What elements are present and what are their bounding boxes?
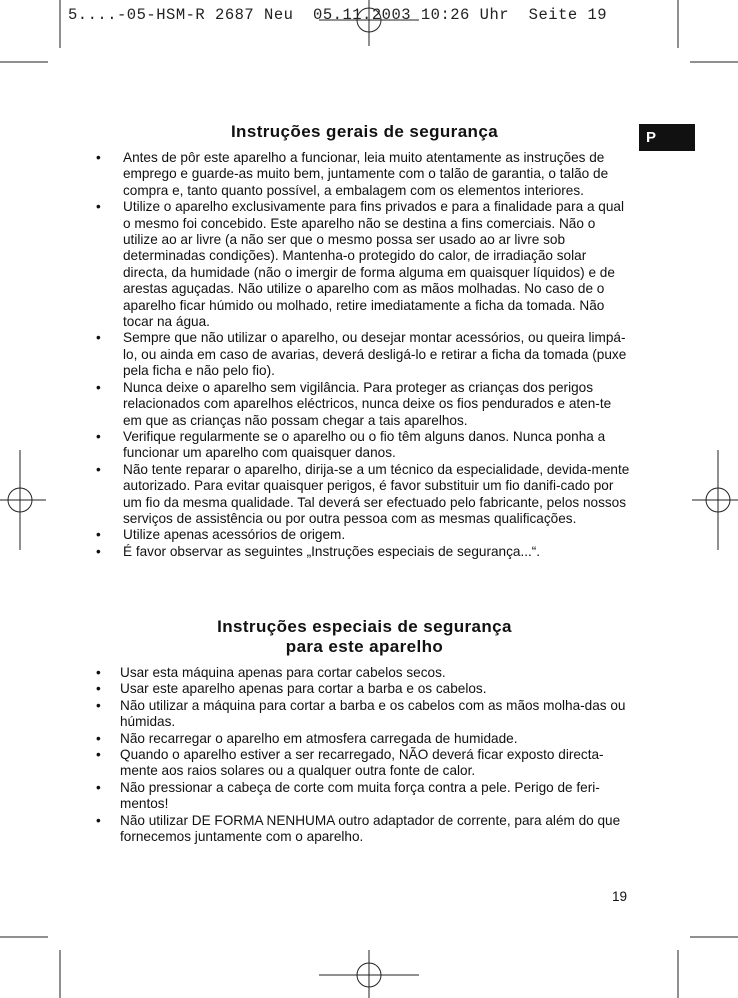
- section-special-safety-title-line1: Instruções especiais de segurança: [217, 617, 512, 636]
- list-item: [92, 665, 632, 681]
- list-item: [92, 681, 632, 697]
- list-item: [92, 780, 632, 813]
- list-item: [92, 813, 632, 846]
- bullet-icon: •: [96, 812, 101, 828]
- bullet-icon: •: [96, 730, 101, 746]
- list-item-text: Utilize apenas acessórios de origem.: [123, 527, 346, 543]
- bullet-icon: •: [96, 697, 101, 713]
- list-item: [92, 747, 632, 780]
- bullet-icon: •: [96, 681, 101, 697]
- list-item: [92, 544, 632, 560]
- list-item-text: Não pressionar a cabeça de corte com muita força contra a pele. Perigo de feri-mentos!: [120, 779, 600, 812]
- list-item-text: Antes de pôr este aparelho a funcionar, leia muito atentamente as instruções de emprego e guarde-as muito bem, juntamente com o talão de garantia, o talão de compra e, tanto quanto possível, a embalagem com os elementos interiores.: [123, 150, 609, 198]
- list-item: [92, 462, 632, 528]
- registration-mark-right: [692, 450, 738, 550]
- list-item-text: Quando o aparelho estiver a ser recarregado, NÃO deverá ficar exposto directa-mente aos raios solares ou a qualquer outra fonte de calor.: [120, 747, 604, 779]
- list-item-text: Sempre que não utilizar o aparelho, ou desejar montar acessórios, ou queira limpá-lo, ou ainda em caso de avarias, deverá desligá-lo e retirar a ficha da tomada (puxe pela ficha e não pelo fio).: [123, 330, 627, 379]
- list-item: [92, 698, 632, 731]
- list-item: [92, 199, 632, 330]
- list-item-text: Não tente reparar o aparelho, dirija-se a um técnico da especialidade, devida-mente autorizado. Para evitar quaisquer perigos, é favor substituir um fio danifi-cado por um fio da mesma qualidade. Tal deverá ser efectuado pelo fabricante, pelos nossos serviços de assistência ou por outra pessoa com as mesmas qualificações.: [123, 461, 630, 526]
- list-item-text: Não recarregar o aparelho em atmosfera carregada de humidade.: [120, 730, 518, 746]
- list-item: [92, 527, 632, 543]
- registration-mark-left: [0, 450, 46, 550]
- bullet-icon: •: [96, 428, 101, 444]
- bullet-icon: •: [96, 779, 101, 795]
- special-safety-list: [92, 665, 632, 845]
- list-item: [92, 731, 632, 747]
- list-item-text: Verifique regularmente se o aparelho ou o fio têm alguns danos. Nunca ponha a funcionar um aparelho com quaisquer danos.: [123, 428, 606, 461]
- language-tab: P: [639, 124, 695, 151]
- list-item-text: Usar este aparelho apenas para cortar a barba e os cabelos.: [120, 681, 487, 697]
- list-item: [92, 380, 632, 429]
- list-item: [92, 429, 632, 462]
- list-item-text: Utilize o aparelho exclusivamente para fins privados e para a finalidade para a qual o mesmo foi concebido. Este aparelho não se destina a fins comerciais. Não o utilize ao ar livre (a não ser que o mesmo possa ser usado ao ar livre sob determinadas condições). Mantenha-o protegido do calor, de irradiação solar directa, da humidade (não o imergir de forma alguma em quaisquer líquidos) e de arestas aguçadas. Não utilize o aparelho com as mãos molhadas. No caso de o aparelho ficar húmido ou molhado, retire imediatamente a ficha da tomada. Não tocar na água.: [123, 199, 625, 330]
- list-item-text: Não utilizar a máquina para cortar a barba e os cabelos com as mãos molha-das ou húmidas.: [120, 697, 626, 730]
- bullet-icon: •: [96, 747, 101, 763]
- bullet-icon: •: [96, 527, 101, 543]
- list-item: [92, 330, 632, 379]
- bullet-icon: •: [96, 543, 101, 559]
- general-safety-list: [92, 150, 632, 560]
- bullet-icon: •: [96, 199, 101, 215]
- bullet-icon: •: [96, 665, 101, 680]
- list-item-text: É favor observar as seguintes „Instruções especiais de segurança...“.: [123, 543, 541, 559]
- list-item-text: Usar esta máquina apenas para cortar cabelos secos.: [120, 665, 446, 680]
- bullet-icon: •: [96, 330, 101, 346]
- list-item: [92, 150, 632, 199]
- registration-mark-bottom: [319, 950, 419, 998]
- print-header: 5....-05-HSM-R 2687 Neu 05.11.2003 10:26 Uhr Seite 19: [68, 6, 608, 24]
- section-general-safety-title: Instruções gerais de segurança: [230, 122, 499, 141]
- bullet-icon: •: [96, 379, 101, 395]
- page-number: 19: [612, 889, 628, 904]
- section-special-safety-title-line2: para este aparelho: [285, 637, 444, 656]
- bullet-icon: •: [96, 150, 101, 165]
- list-item-text: Nunca deixe o aparelho sem vigilância. Para proteger as crianças dos perigos relacionados com aparelhos eléctricos, nunca deixe os fios pendurados e aten-te em que as crianças não possam chegar a tais aparelhos.: [123, 379, 612, 428]
- bullet-icon: •: [96, 461, 101, 477]
- section-special-safety-title: [60, 617, 669, 657]
- list-item-text: Não utilizar DE FORMA NENHUMA outro adaptador de corrente, para além do que fornecemos juntamente com o aparelho.: [120, 812, 621, 845]
